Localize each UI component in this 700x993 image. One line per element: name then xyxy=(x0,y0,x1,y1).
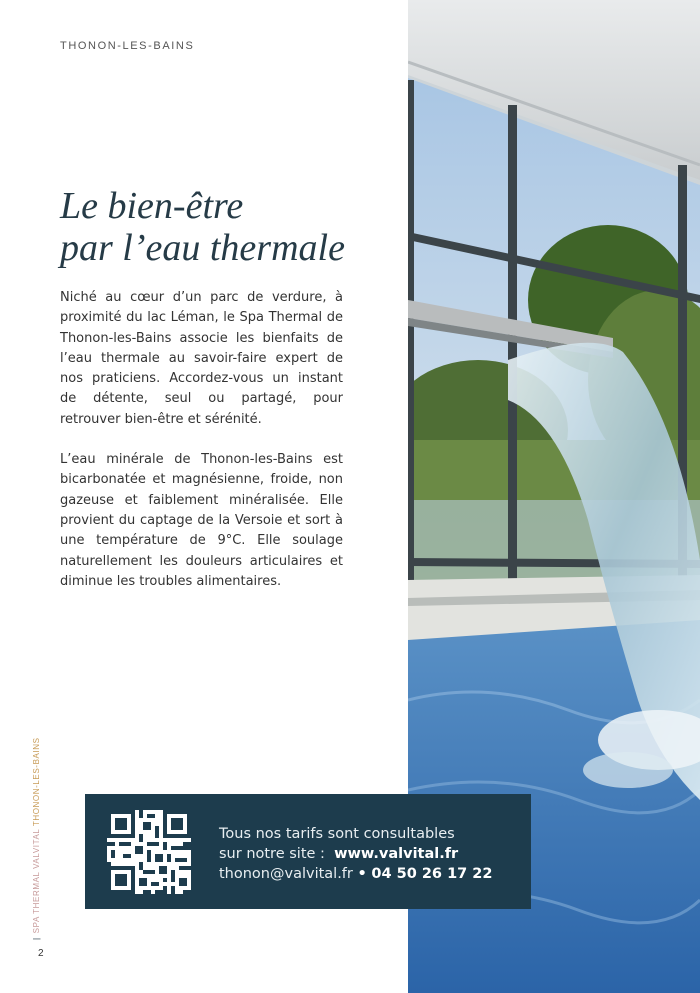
qr-code-icon[interactable] xyxy=(107,810,191,894)
email-link[interactable]: thonon@valvital.fr xyxy=(219,866,353,882)
contact-line xyxy=(219,864,492,884)
website-prefix: sur notre site : xyxy=(219,846,325,862)
pricing-contact-text xyxy=(219,824,492,884)
footer-divider: | xyxy=(32,937,41,940)
page-title xyxy=(60,185,345,269)
location-eyebrow: THONON-LES-BAINS xyxy=(60,40,195,52)
body-text xyxy=(60,288,343,612)
title-line-2: par l’eau thermale xyxy=(60,227,345,269)
pricing-line: Tous nos tarifs sont consultables xyxy=(219,826,455,842)
page-number: 2 xyxy=(38,948,44,959)
vertical-footer-label xyxy=(32,737,41,940)
phone-link[interactable]: 04 50 26 17 22 xyxy=(371,866,493,882)
footer-location: THONON-LES-BAINS xyxy=(32,737,41,827)
paragraph-water: L’eau minérale de Thonon-les-Bains est bicarbonatée et magnésienne, froide, non gazeuse et faiblement minéralisée. Elle provient du captage de la Versoie et sort à une température de 9°C. Elle soulage naturellement les douleurs articulaires et diminue les troubles alimentaires. xyxy=(60,452,343,589)
website-link[interactable]: www.valvital.fr xyxy=(334,846,459,862)
footer-brand: SPA THERMAL VALVITAL xyxy=(32,828,41,934)
website-line xyxy=(219,844,492,864)
contact-separator: • xyxy=(357,866,367,882)
title-line-1: Le bien-être xyxy=(60,185,244,227)
paragraph-intro: Niché au cœur d’un parc de verdure, à proximité du lac Léman, le Spa Thermal de Thonon-les-Bains associe les bienfaits de l’eau thermale au savoir-faire expert de nos praticiens. Accordez-vous un instant de détente, seul ou partagé, pour retrouver bien-être et sérénité. xyxy=(60,290,343,427)
pricing-info-box xyxy=(85,794,531,909)
